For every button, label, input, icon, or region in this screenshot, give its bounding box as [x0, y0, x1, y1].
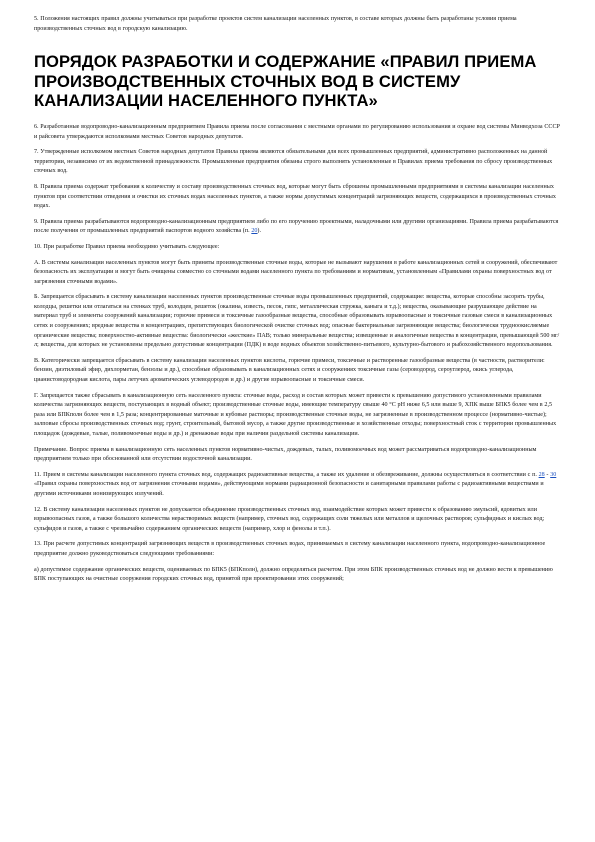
link-clause-28[interactable]: 28: [538, 471, 545, 478]
paragraph-a: А. В системы канализации населенных пунктов могут быть приняты производственные сточные воды, которые не вызывают нарушения в работе канализационных сетей и сооружений, обеспечивают безопасность их эксплуатации и могут быть очищены совместно со сточными водами населенного пункта по требованиям и нормативам, установленным «Правилами охраны поверхностных вод от загрязнения сточными водами».: [34, 259, 558, 285]
section-heading: ПОРЯДОК РАЗРАБОТКИ И СОДЕРЖАНИЕ «ПРАВИЛ ПРИЕМА ПРОИЗВОДСТВЕННЫХ СТОЧНЫХ ВОД В СИСТЕМУ КАНАЛИЗАЦИИ НАСЕЛЕННОГО ПУНКТА»: [34, 52, 537, 111]
link-clause-30[interactable]: 30: [550, 471, 557, 478]
paragraph-g: Г. Запрещается также сбрасывать в канализационную сеть населенного пункта: сточные воды, расход и состав которых может привести к превышению допустимого установленными правилами количества загрязняющих веществ, поступающих в водный объект; производственные сточные воды, имеющие температуру свыше 40 °С pH ниже 6,5 или выше 9, ХПК выше БПК5 более чем в 2,5 раза или БПКполн более чем в 1,5 раза; концентрированные маточные и кубовые растворы; производственные сточные воды, не загрязненные в производственном процессе (нормативно-чистые); залповые сбросы производственных сточных вод; грунт, строительный, бытовой мусор, а также другие производственные и хозяйственные отходы; поверхностный сток с территории промышленных площадок (дождевые, талые, поливомоечные воды и др.) и дренажные воды при наличии раздельной системы канализации.: [34, 392, 557, 437]
paragraph-9-tail: ).: [257, 228, 261, 235]
paragraph-9-text: 9. Правила приема разрабатываются водопроводно-канализационным предприятием либо по его поручению проектными, наладочными или другими организациями. Правила приема разрабатываются после получения от промышленных предприятий паспортов водного хозяйства (п.: [34, 218, 559, 235]
paragraph-5: 5. Положения настоящих правил должны учитываться при разработке проектов систем канализации населенных пунктов, в составе которых должны быть разработаны условия приема производственных сточных вод в городскую канализацию.: [34, 16, 517, 32]
paragraph-11: [34, 471, 561, 500]
paragraph-12: 12. В систему канализации населенных пунктов не допускается объединение производственных сточных вод, взаимодействие которых может привести к образованию эмульсий, ядовитых или взрывоопасных газов, а также большого количества нерастворимых веществ (например, сточных вод, содержащих соли тяжелых или металлов и щелочных растворов; сульфидных и кислых вод; сульфидов и газов, а также с чрезвычайно содержанием органических веществ (например, хлор и фенолы и т.п.).: [34, 506, 545, 532]
paragraph-v: В. Категорически запрещается сбрасывать в систему канализации населенных пунктов кислоты, горючие примеси, токсичные и растворенные газообразные вещества (в частности, растворители: бензин, диэтиловый эфир, дихлорметан, бензолы и др.), способные образовывать в канализационных сетях и сооружениях токсичные газы (сероводород, сероуглерод, окись углерода, цианистоводородная кислота, пары летучих ароматических углеводородов и др.) и другие взрывоопасные и токсичные смеси.: [34, 357, 545, 384]
paragraph-11-dash: -: [544, 471, 551, 478]
paragraph-b: Б. Запрещается сбрасывать в систему канализации населенных пунктов производственные сточные воды промышленных предприятий, содержащие: вещества, которые способны засорять трубы, колодцы, решетки или отлагаться на стенках труб, колодцев, решеток (окалина, известь, песок, гипс, металлическая стружка, каныга и т.д.); вещества, оказывающие разрушающее действие на материал труб и элементы сооружений канализации; горючие примеси и токсичные газообразные вещества, способные образовывать взрывоопасные и токсичные газовые смеси в канализационных сетях и сооружениях; вредные вещества в концентрациях, препятствующих биологической очистке сточных вод; опасные бактериальные загрязняющие вещества; биологически трудноокисляемые органические вещества; поверхностно-активные вещества: биологически «жесткие» ПАВ; только минеральные вещества; извещенные и аналогичные вещества в концентрации, превышающей 500 мг/л; вещества, для которых не установлены предельно допустимые концентрации (ПДК) в воде водных объектов хозяйственно-питьевого, культурно-бытового и рыбохозяйственного водопользования.: [34, 294, 560, 349]
paragraph-11-text: 11. Прием в системы канализации населенного пункта сточных вод, содержащих радиоактивные вещества, а также их удаление и обезвреживание, должны осуществляться в соответствии с п.: [34, 471, 539, 478]
paragraph-8: 8. Правила приема содержат требования к количеству и составу производственных сточных вод, которые могут быть сброшены промышленными предприятиями в системы канализации населенных пунктов при соответствии отведения и очистки их сточных водах населенных пунктов, а также нормы допустимых концентраций загрязняющих веществ, содержащихся в производственных сточных водах.: [34, 183, 556, 210]
paragraph-9: [34, 218, 561, 237]
paragraph-11-tail: «Правил охраны поверхностных вод от загрязнения сточными водами», действующими нормами радиационной безопасности и санитарными правилами работы с радиоактивными веществами и другими источниками ионизирующих излучений.: [34, 481, 544, 497]
paragraph-13: 13. При расчете допустимых концентраций загрязняющих веществ в производственных сточных водах, принимаемых в систему канализации населенного пункта, водопроводно-канализационное предприятие должно руководствоваться следующими требованиями:: [34, 541, 546, 557]
paragraph-13a: а) допустимое содержание органических веществ, оцениваемых по БПК5 (БПКполн), должно определяться расчетом. При этом БПК производственных сточных вод не должно вести к превышению БПК поступающих на очистные сооружения городских сточных вод, принятой при проектировании этих сооружений;: [34, 566, 553, 583]
paragraph-6: 6. Разработанные водопроводно-канализационным предприятием Правила приема после согласования с местными органами по регулированию использования и охране вод системы Минводхоза СССР и райсовета утверждаются исполкомами местных Советов народных депутатов.: [34, 123, 560, 140]
paragraph-note: Примечание. Вопрос приема в канализационную сеть населенных пунктов нормативно-чистых, дождевых, талых, поливомоечных вод может рассматриваться водопроводно-канализационным предприятием только при обоснованной или отсутствии водосточной канализации.: [34, 446, 537, 463]
link-clause-20[interactable]: 20: [251, 228, 258, 235]
paragraph-10: 10. При разработке Правил приема необходимо учитывать следующее:: [34, 243, 220, 250]
paragraph-7: 7. Утвержденные исполкомом местных Советов народных депутатов Правила приема являются обязательными для всех промышленных предприятий, административно расположенных на данной территории, независимо от их ведомственной принадлежности. Промышленные предприятия обязаны строго выполнять установленные в Правилах приема требования по сбросу производственных сточных вод.: [34, 149, 553, 175]
